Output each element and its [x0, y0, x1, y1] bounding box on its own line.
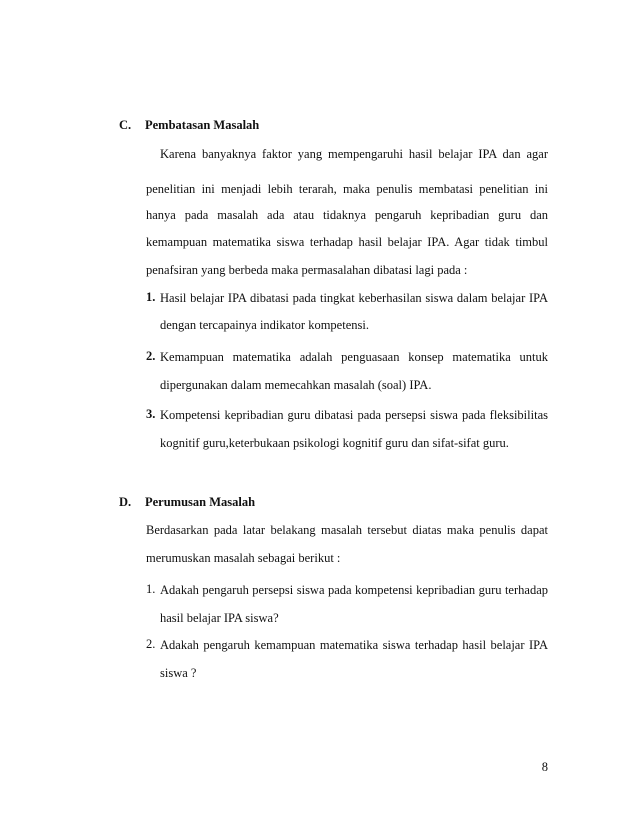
- section-d-paragraph-line: Berdasarkan pada latar belakang masalah tersebut diatas maka penulis dapat: [146, 523, 548, 537]
- section-c-paragraph-line: penafsiran yang berbeda maka permasalahan dibatasi lagi pada :: [146, 263, 468, 277]
- section-d-item-number: 1.: [146, 582, 156, 596]
- section-c-item-number: 3.: [146, 407, 156, 421]
- section-c-item-line: kognitif guru,keterbukaan psikologi kognitif guru dan sifat-sifat guru.: [160, 436, 509, 450]
- section-c-item-line: Kompetensi kepribadian guru dibatasi pada persepsi siswa pada fleksibilitas: [160, 408, 548, 422]
- section-c-letter: C.: [119, 118, 132, 132]
- section-d-letter: D.: [119, 495, 132, 509]
- section-c-paragraph-line: penelitian ini menjadi lebih terarah, maka penulis membatasi penelitian ini: [146, 182, 548, 196]
- section-d-item-line: siswa ?: [160, 666, 197, 680]
- section-c-item-line: Kemampuan matematika adalah penguasaan konsep matematika untuk: [160, 350, 548, 364]
- section-d-heading: [119, 495, 255, 510]
- section-c-item-number: 2.: [146, 349, 156, 363]
- section-d-item-line: Adakah pengaruh persepsi siswa pada kompetensi kepribadian guru terhadap: [160, 583, 548, 597]
- section-c-paragraph-line: Karena banyaknya faktor yang mempengaruhi hasil belajar IPA dan agar: [160, 147, 548, 161]
- section-c-heading: [119, 118, 259, 133]
- section-c-title: Pembatasan Masalah: [145, 118, 260, 132]
- section-c-item-line: dengan tercapainya indikator kompetensi.: [160, 318, 369, 332]
- section-d-paragraph-line: merumuskan masalah sebagai berikut :: [146, 551, 341, 565]
- section-c-item-line: dipergunakan dalam memecahkan masalah (soal) IPA.: [160, 378, 432, 392]
- section-d-item-line: Adakah pengaruh kemampuan matematika siswa terhadap hasil belajar IPA: [160, 638, 548, 652]
- section-c-paragraph-line: kemampuan matematika siswa terhadap hasil belajar IPA. Agar tidak timbul: [146, 235, 548, 249]
- section-d-title: Perumusan Masalah: [145, 495, 256, 509]
- page-number: 8: [541, 760, 548, 774]
- section-c-item-number: 1.: [146, 290, 156, 304]
- section-c-paragraph-line: hanya pada masalah ada atau tidaknya pengaruh kepribadian guru dan: [146, 208, 548, 222]
- section-d-item-number: 2.: [146, 637, 156, 651]
- section-c-item-line: Hasil belajar IPA dibatasi pada tingkat keberhasilan siswa dalam belajar IPA: [160, 291, 548, 305]
- section-d-item-line: hasil belajar IPA siswa?: [160, 611, 279, 625]
